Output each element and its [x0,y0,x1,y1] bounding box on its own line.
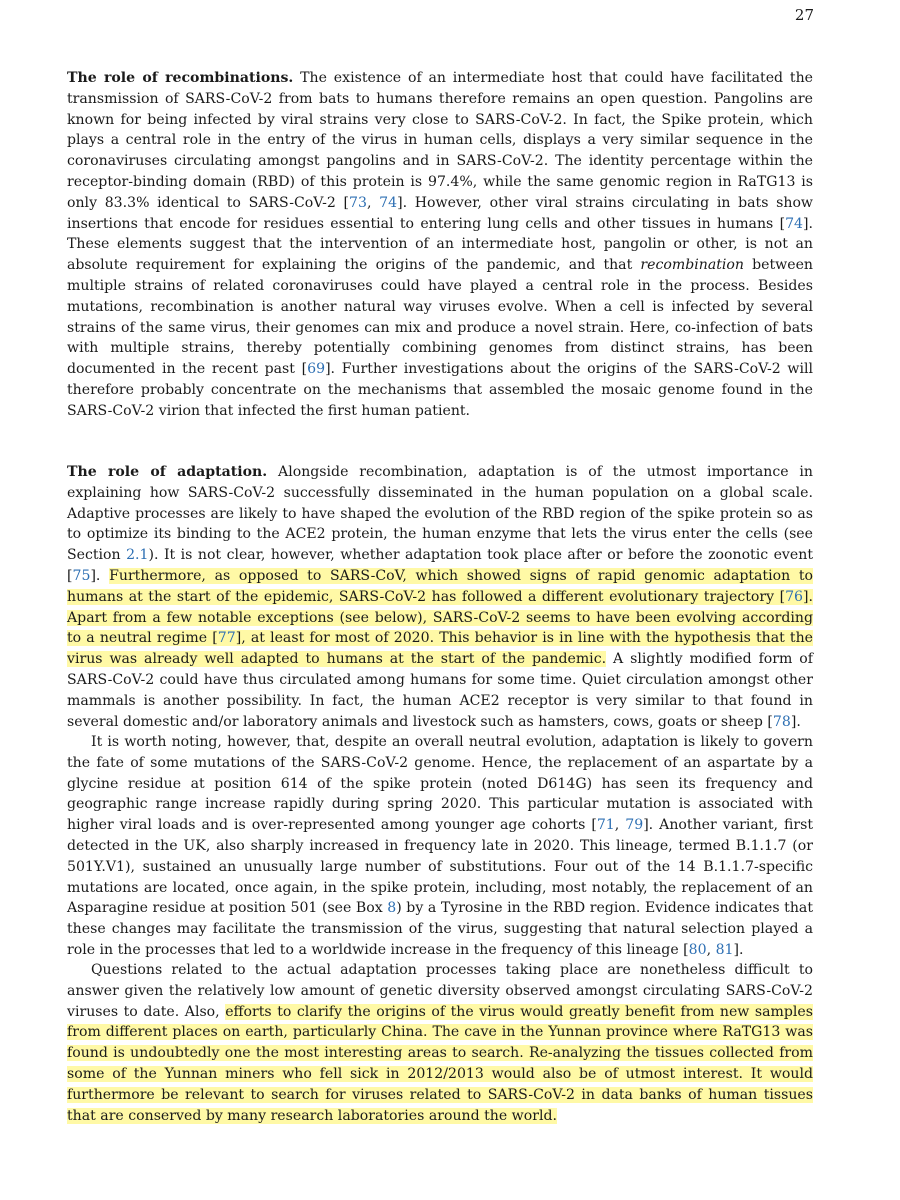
highlighted-text: ]. Apart from a few notable exceptions (see below), SARS-CoV-2 seems to have been evolving according to a neutral regime [ [67,588,813,647]
text: ]. [90,567,110,584]
text: ]. These elements suggest that the intervention of an intermediate host, pangolin or other, is not an absolute requirement for explaining the origins of the pandemic, and that [67,215,813,274]
paragraph-worth-noting [67,732,813,961]
text: ]. Further investigations about the origins of the SARS-CoV-2 will therefore probably concentrate on the mechanisms that assembled the mosaic genome found in the SARS-CoV-2 virion that infected the first human patient. [67,361,813,419]
text: between multiple strains of related coronaviruses could have played a central role in the process. Besides mutations, recombination is another natural way viruses evolve. When a cell is infected by several strains of the same virus, their genomes can mix and produce a novel strain. Here, co-infection of bats with multiple strains, thereby potentially combining genomes from distinct strains, has been documented in the recent past [ [67,257,814,378]
text: It is worth noting, however, that, despite an overall neutral evolution, adaptation is likely to govern the fate of some mutations of the SARS-CoV-2 genome. Hence, the replacement of an aspartate by a glycine residue at position 614 of the spike protein (noted D614G) has seen its frequency and geographic range increase rapidly during spring 2020. This particular mutation is associated with higher viral loads and is over-represented among younger age cohorts [ [67,734,813,834]
citation-link[interactable]: 76 [785,588,804,605]
paragraph-questions [67,960,813,1126]
highlighted-text: Furthermore, as opposed to SARS-CoV, which showed signs of rapid genomic adaptation to humans at the start of the epidemic, SARS-CoV-2 has followed a different evolutionary trajectory [ [67,567,813,605]
highlighted-text: ], at least for most of 2020. This behavior is in line with the hypothesis that the virus was already well adapted to humans at the start of the pandemic. [67,630,814,668]
text: Questions related to the actual adaptation processes taking place are nonetheless difficult to answer given the relatively low amount of genetic diversity observed amongst circulating SARS-CoV-2 viruses to date. Also, [67,962,813,1020]
text: Alongside recombination, adaptation is of the utmost importance in explaining how SARS-CoV-2 successfully disseminated in the human population on a global scale. Adaptive processes are likely to have shaped the evolution of the RBD region of the spike protein so as to optimize its binding to the ACE2 protein, the human enzyme that lets the virus enter the cells (see Section [67,464,813,564]
highlighted-text: efforts to clarify the origins of the virus would greatly benefit from new samples from different places on earth, particularly China. The cave in the Yunnan province where RaTG13 was found is undoubtedly one the most interesting areas to search. Re-analyzing the tissues collected from some of the Yunnan miners who fell sick in 2012/2013 would also be of utmost interest. It would furthermore be relevant to search for viruses related to SARS-CoV-2 in data banks of human tissues that are conserved by many research laboratories around the world. [67,1003,813,1124]
box-link[interactable]: 8 [387,900,397,917]
citation-link[interactable]: 74 [379,194,398,211]
text: ]. However, other viral strains circulating in bats show insertions that encode for residues essential to entering lung cells and other tissues in humans [ [67,194,813,232]
text: , [614,817,626,834]
section-heading-recombinations: The role of recombinations. [67,70,294,86]
section-heading-adaptation: The role of adaptation. [67,464,268,480]
paragraph-role-of-adaptation [67,462,813,732]
citation-link[interactable]: 74 [785,215,804,232]
emphasis-recombination: recombination [640,257,744,274]
citation-link[interactable]: 73 [349,194,367,211]
text: , [366,194,380,211]
text: ]. Another variant, first detected in the UK, also sharply increased in frequency late in 2020. This lineage, termed B.1.1.7 (or 501Y.V1), sustained an unusually large number of substitutions. Four out of the 14 B.1.1.7-specific mutations are located, once again, in the spike protein, including, most notably, the replacement of an Asparagine residue at position 501 (see Box [67,817,813,917]
citation-link[interactable]: 71 [596,817,615,834]
page-number: 27 [794,6,814,24]
citation-link[interactable]: 78 [772,713,791,730]
citation-link[interactable]: 79 [625,817,644,834]
text: ). It is not clear, however, whether adaptation took place after or before the zoonotic event [ [67,547,813,584]
text: , [706,941,716,958]
text: The existence of an intermediate host that could have facilitated the transmission of SARS-CoV-2 from bats to humans therefore remains an open question. Pangolins are known for being infected by viral strains very close to SARS-CoV-2. In fact, the Spike protein, which plays a central role in the entry of the virus in human cells, displays a very similar sequence in the coronaviruses circulating amongst pangolins and in SARS-CoV-2. The identity percentage within the receptor-binding domain (RBD) of this protein is 97.4%, while the same genomic region in RaTG13 is only 83.3% identical to SARS-CoV-2 [ [67,70,813,211]
citation-link[interactable]: 77 [217,630,236,647]
citation-link[interactable]: 80 [688,941,707,958]
text: ]. [733,941,744,958]
text: ) by a Tyrosine in the RBD region. Evidence indicates that these changes may facilitate the transmission of the virus, suggesting that natural selection played a role in the processes that led to a worldwide increase in the frequency of this lineage [ [67,900,813,958]
paragraph-role-of-recombinations [67,68,813,422]
citation-link[interactable]: 69 [307,361,326,378]
citation-link[interactable]: 75 [72,567,91,584]
text: ]. [790,713,801,730]
citation-link[interactable]: 81 [715,941,734,958]
section-link[interactable]: 2.1 [126,547,149,564]
text: A slightly modified form of SARS-CoV-2 could have thus circulated among humans for some time. Quiet circulation amongst other mammals is another possibility. In fact, the human ACE2 receptor is very similar to that found in several domestic and/or laboratory animals and livestock such as hamsters, cows, goats or sheep [ [67,651,813,730]
